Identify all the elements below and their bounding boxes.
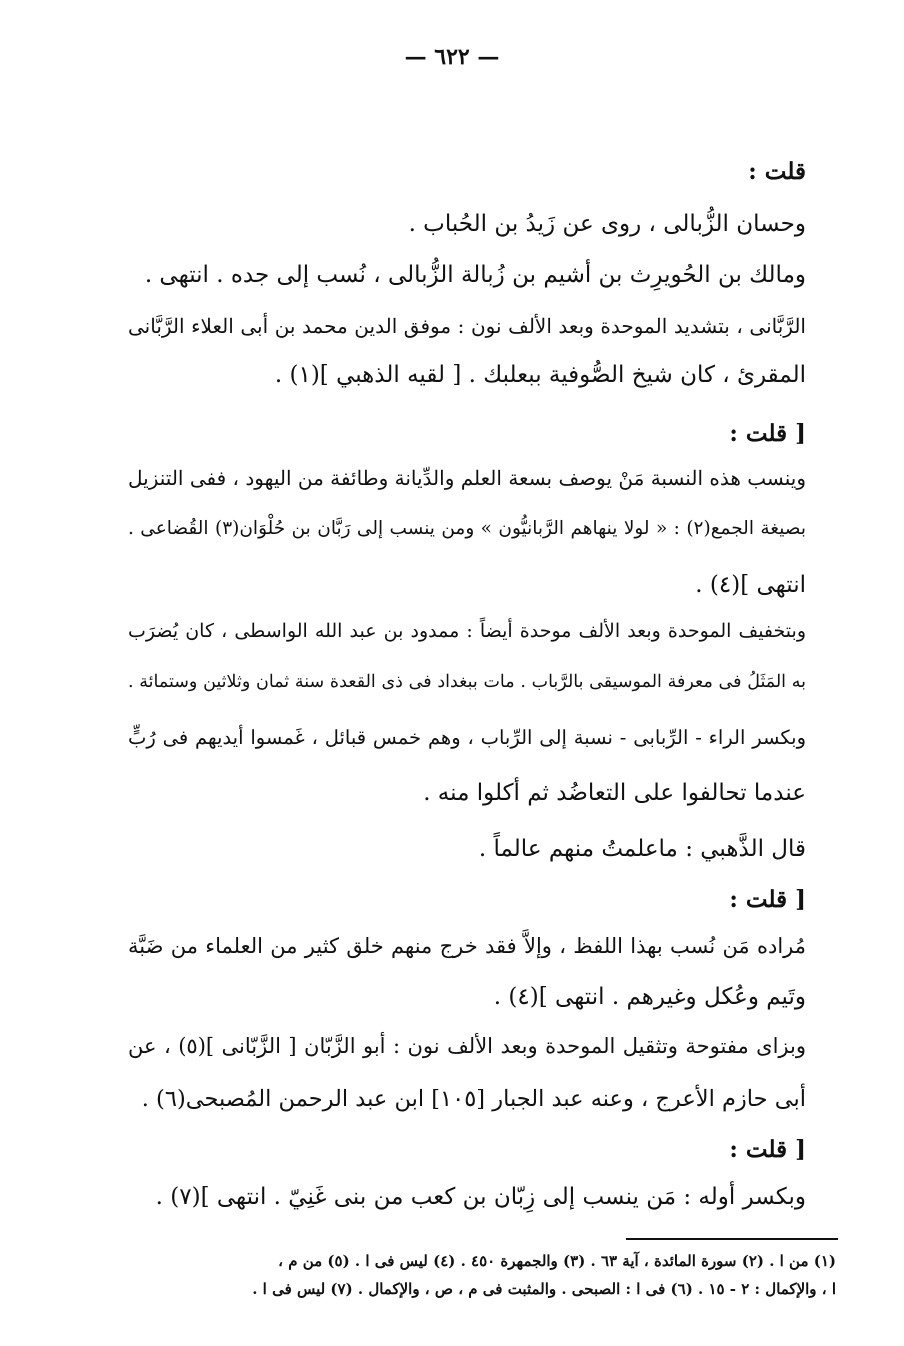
page-number: — ٦٢٢ — <box>404 44 500 70</box>
text-line: مُراده مَن نُسب بهذا اللفظ ، وإلاَّ فقد خرج منهم خلق كثير من العلماء من ضَبَّة <box>128 934 806 958</box>
text-line: وبزاى مفتوحة وتثقيل الموحدة وبعد الألف نون : أبو الزَّبّان [ الزَّبّانى ](٥) ، عن <box>128 1034 806 1058</box>
footnote-separator <box>626 1238 838 1240</box>
text-line: به المَثَلُ فى معرفة الموسيقى بالرَّباب . مات ببغداد فى ذى القعدة سنة ثمان وثلاثين وستمائة . <box>128 672 806 692</box>
text-line: بصيغة الجمع(٢) : « لولا ينهاهم الرَّبانيُّون » ومن ينسب إلى رَبَّان بن حُلْوَان(٣) القُضاعى . <box>128 518 806 539</box>
text-line: وبتخفيف الموحدة وبعد الألف موحدة أيضاً : ممدود بن عبد الله الواسطى ، كان يُضرَب <box>128 620 806 642</box>
heading-qult: [ قلت : <box>729 886 806 913</box>
text-line: انتهى ](٤) . <box>695 572 806 598</box>
text-line: وبكسر أوله : مَن ينسب إلى زِبّان بن كعب من بنى غَنِيّ . انتهى ](٧) . <box>155 1184 806 1210</box>
text-line: وينسب هذه النسبة مَنْ يوصف بسعة العلم والدِّيانة وطائفة من اليهود ، ففى التنزيل <box>128 466 806 490</box>
heading-qult: قلت : <box>748 158 806 185</box>
text-line: وحسان الزُّبالى ، روى عن زَيدُ بن الحُباب . <box>408 211 806 237</box>
text-line: وبكسر الراء - الرِّبابى - نسبة إلى الرِّباب ، وهم خمس قبائل ، غَمسوا أيديهم فى رُبٍّ <box>128 726 806 749</box>
text-line: المقرئ ، كان شيخ الصُّوفية ببعلبك . [ لقيه الذهبي ](١) . <box>274 362 806 388</box>
footnote-line: ا ، والإكمال : ٢ - ١٥ . (٦) فى ا : الصبحى . والمثبت فى م ، ص ، والإكمال . (٧) ليس فى ا . <box>252 1280 836 1298</box>
text-line: الرَّبَّانى ، بتشديد الموحدة وبعد الألف نون : موفق الدين محمد بن أبى العلاء الرَّبَّانى <box>128 314 806 338</box>
text-line: أبى حازم الأعرج ، وعنه عبد الجبار [١٠٥] ابن عبد الرحمن المُصبحى(٦) . <box>141 1086 806 1112</box>
text-line: ومالك بن الحُويرِث بن أشيم بن زُبالة الزُّبالى ، نُسب إلى جده . انتهى . <box>144 262 806 288</box>
text-line: وتَيم وعُكل وغيرهم . انتهى ](٤) . <box>493 984 806 1010</box>
text-line: قال الذَّهبي : ماعلمتُ منهم عالماً . <box>478 836 806 862</box>
footnote-line: (١) من ا . (٢) سورة المائدة ، آية ٦٣ . (٣) والجمهرة ٤٥٠ . (٤) ليس فى ا . (٥) من م ، <box>278 1252 836 1270</box>
heading-qult: [ قلت : <box>729 420 806 447</box>
text-line: عندما تحالفوا على التعاضُد ثم أكلوا منه . <box>423 780 806 806</box>
heading-qult: [ قلت : <box>729 1136 806 1163</box>
